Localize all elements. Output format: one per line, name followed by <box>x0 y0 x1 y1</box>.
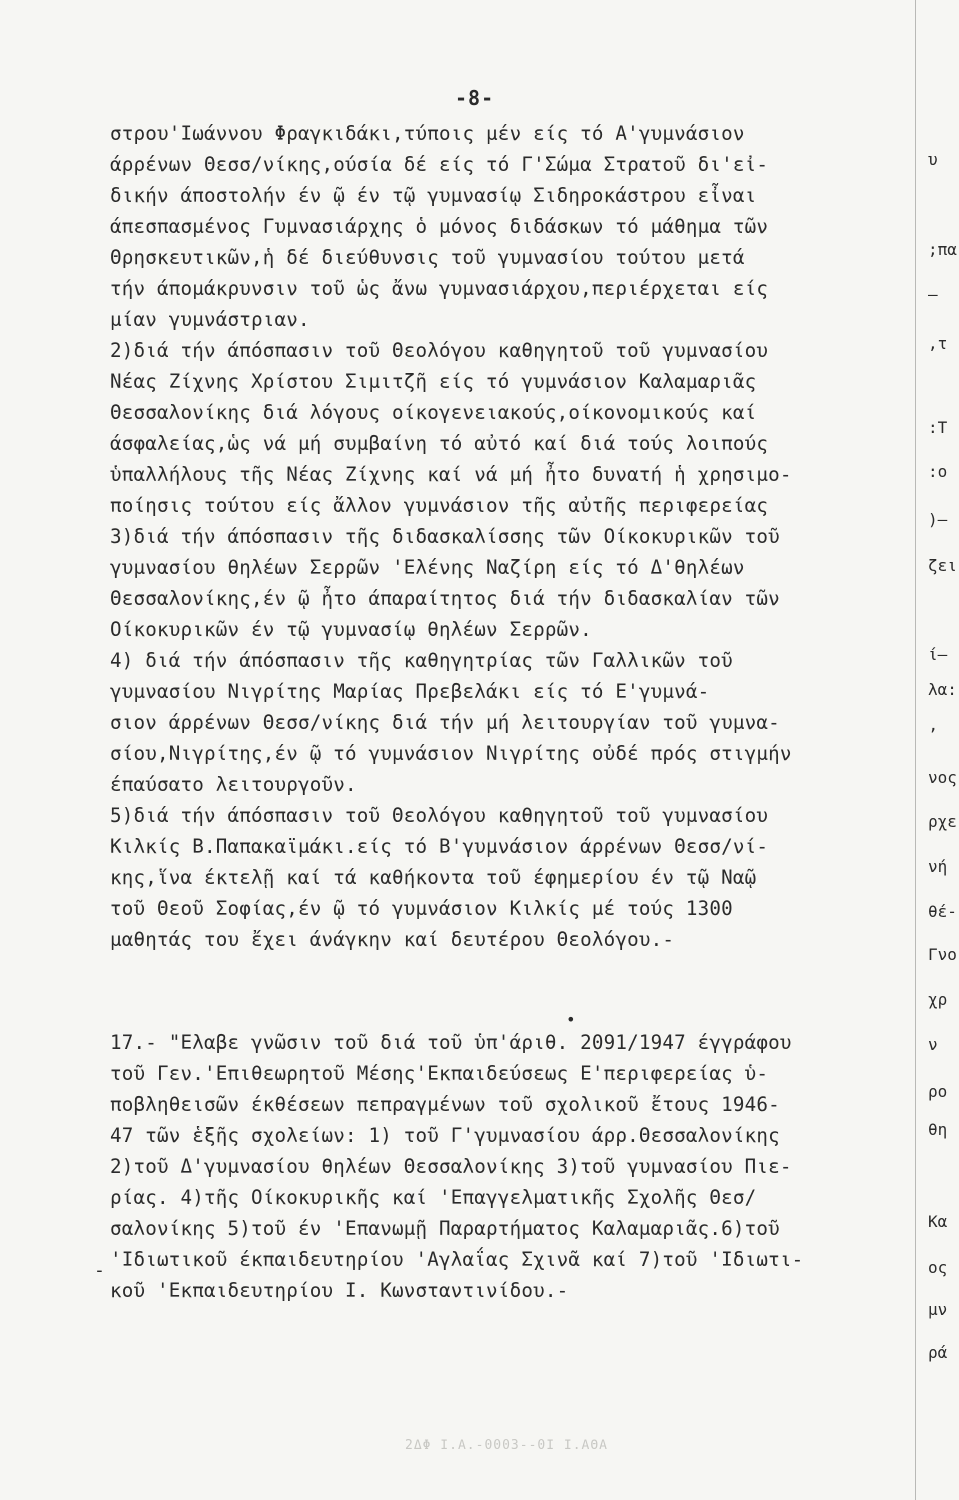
text-line: τοῦ Θεοῦ Σοφίας,έν ῷ τό γυμνάσιον Κιλκίς μέ τούς 1300 <box>110 897 733 920</box>
margin-fragment: )— <box>928 510 948 529</box>
text-line: άσφαλείας,ὡς νά μή συμβαίνη τό αὐτό καί διά τούς λοιπούς <box>110 432 769 455</box>
margin-fragment: υ <box>928 150 938 169</box>
text-line: 17.- "Ελαβε γνῶσιν τοῦ διά τοῦ ὑπ'άριθ. 2091/1947 έγγράφου <box>110 1031 792 1054</box>
text-line: 2)τοῦ Δ'γυμνασίου θηλέων Θεσσαλονίκης 3)τοῦ γυμνασίου Πιε- <box>110 1155 792 1178</box>
margin-fragment: ρχε <box>928 812 957 831</box>
text-line: ποίησις τούτου είς ἄλλον γυμνάσιον τῆς αὐτῆς περιφερείας <box>110 494 769 517</box>
text-line: μαθητάς του ἔχει άνάγκην καί δευτέρου Θεολόγου.- <box>110 928 675 951</box>
main-text-block <box>110 118 910 1306</box>
text-line: έπαύσατο λειτουργοῦν. <box>110 773 357 796</box>
faded-footer-stamp: 2ΔΦ Ι.Α.-0003--0Ι Ι.ΑΘΑ <box>405 1438 609 1453</box>
margin-fragment: χρ <box>928 990 948 1009</box>
text-line: 47 τῶν ἑξῆς σχολείων: 1) τοῦ Γ'γυμνασίου άρρ.Θεσσαλονίκης <box>110 1124 780 1147</box>
text-line: Θεσσαλονίκης,έν ῷ ἦτο άπαραίτητος διά τήν διδασκαλίαν τῶν <box>110 587 780 610</box>
text-line: άρρένων Θεσσ/νίκης,ούσία δέ είς τό Γ'Σώμα Στρατοῦ δι'εἰ- <box>110 153 769 176</box>
text-line: ρίας. 4)τῆς Οίκοκυρικῆς καί 'Επαγγελματικῆς Σχολῆς Θεσ/ <box>110 1186 757 1209</box>
text-line: ὑπαλλήλους τῆς Νέας Ζίχνης καί νά μή ἦτο δυνατή ἡ χρησιμο- <box>110 463 792 486</box>
page-edge-divider <box>915 0 916 1500</box>
text-line: άπεσπασμένος Γυμνασιάρχης ὁ μόνος διδάσκων τό μάθημα τῶν <box>110 215 769 238</box>
text-line: Θρησκευτικῶν,ἡ δέ διεύθυνσις τοῦ γυμνασίου τούτου μετά <box>110 246 745 269</box>
stray-dot: • <box>566 1010 576 1029</box>
margin-fragment: μν <box>928 1300 948 1319</box>
text-line: κης,ἵνα έκτελῇ καί τά καθήκοντα τοῦ έφημερίου έν τῷ Ναῷ <box>110 866 757 889</box>
margin-fragment: ʼ <box>928 725 938 744</box>
text-line: Οίκοκυρικῶν έν τῷ γυμνασίῳ θηλέων Σερρῶν. <box>110 618 592 641</box>
text-line: σαλονίκης 5)τοῦ έν 'Επανωμῇ Παραρτήματος Καλαμαριᾶς.6)τοῦ <box>110 1217 780 1240</box>
margin-fragment: :Τ <box>928 418 948 437</box>
margin-fragment: ζει <box>928 556 957 575</box>
margin-fragment: Κα <box>928 1212 948 1231</box>
margin-fragment: ν <box>928 1035 938 1054</box>
text-line: ποβληθεισῶν έκθέσεων πεπραγμένων τοῦ σχολικοῦ ἔτους 1946- <box>110 1093 780 1116</box>
margin-fragment: λα: <box>928 680 957 699</box>
margin-fragment: ί— <box>928 645 948 664</box>
margin-fragment: ;πα <box>928 240 957 259</box>
adjacent-page-fragments <box>922 0 959 1500</box>
text-line: τοῦ Γεν.'Επιθεωρητοῦ Μέσης'Εκπαιδεύσεως Ε'περιφερείας ὑ- <box>110 1062 769 1085</box>
text-line: δικήν άποστολήν έν ῷ έν τῷ γυμνασίῳ Σιδηροκάστρου εἶναι <box>110 184 757 207</box>
text-line: Θεσσαλονίκης διά λόγους οίκογενειακούς,οίκονομικούς καί <box>110 401 757 424</box>
text-line: σιον άρρένων Θεσσ/νίκης διά τήν μή λειτουργίαν τοῦ γυμνα- <box>110 711 780 734</box>
text-line: σίου,Νιγρίτης,έν ῷ τό γυμνάσιον Νιγρίτης οὐδέ πρός στιγμήν <box>110 742 792 765</box>
text-line: τήν άπομάκρυνσιν τοῦ ὡς ἄνω γυμνασιάρχου,περιέρχεται είς <box>110 277 769 300</box>
text-line: 'Ιδιωτικοῦ έκπαιδευτηρίου 'Αγλαΐας Σχινᾶ καί 7)τοῦ 'Ιδιωτι- <box>110 1248 804 1271</box>
margin-fragment: ρά <box>928 1343 948 1362</box>
text-line: 2)διά τήν άπόσπασιν τοῦ Θεολόγου καθηγητοῦ τοῦ γυμνασίου <box>110 339 769 362</box>
margin-fragment: νος <box>928 768 957 787</box>
margin-fragment: θέ- <box>928 902 957 921</box>
text-line: γυμνασίου θηλέων Σερρῶν 'Ελένης Ναζίρη είς τό Δ'θηλέων <box>110 556 745 579</box>
text-line: Κιλκίς Β.Παπακαϊμάκι.είς τό Β'γυμνάσιον άρρένων Θεσσ/νί- <box>110 835 769 858</box>
margin-fragment: ος <box>928 1258 948 1277</box>
margin-fragment: ,τ <box>928 334 948 353</box>
page-number: -8- <box>455 86 495 110</box>
text-line: κοῦ 'Εκπαιδευτηρίου Ι. Κωνσταντινίδου.- <box>110 1279 569 1302</box>
text-line: μίαν γυμνάστριαν. <box>110 308 310 331</box>
text-line: 5)διά τήν άπόσπασιν τοῦ Θεολόγου καθηγητοῦ τοῦ γυμνασίου <box>110 804 769 827</box>
margin-fragment: — <box>928 285 938 304</box>
margin-tick: - <box>94 1260 105 1281</box>
margin-fragment: νή <box>928 857 948 876</box>
margin-fragment: Γνο <box>928 945 957 964</box>
paragraph-gap <box>110 955 910 1027</box>
margin-fragment: ρο <box>928 1082 948 1101</box>
text-line: γυμνασίου Νιγρίτης Μαρίας Πρεβελάκι είς τό Ε'γυμνά- <box>110 680 710 703</box>
text-line: 3)διά τήν άπόσπασιν τῆς διδασκαλίσσης τῶν Οίκοκυρικῶν τοῦ <box>110 525 780 548</box>
text-line: στρου'Ιωάννου Φραγκιδάκι,τύποις μέν είς τό Α'γυμνάσιον <box>110 122 745 145</box>
text-line: Νέας Ζίχνης Χρίστου Σιμιτζῆ είς τό γυμνάσιον Καλαμαριᾶς <box>110 370 757 393</box>
margin-fragment: θη <box>928 1120 948 1139</box>
text-line: 4) διά τήν άπόσπασιν τῆς καθηγητρίας τῶν Γαλλικῶν τοῦ <box>110 649 733 672</box>
margin-fragment: :ο <box>928 462 948 481</box>
